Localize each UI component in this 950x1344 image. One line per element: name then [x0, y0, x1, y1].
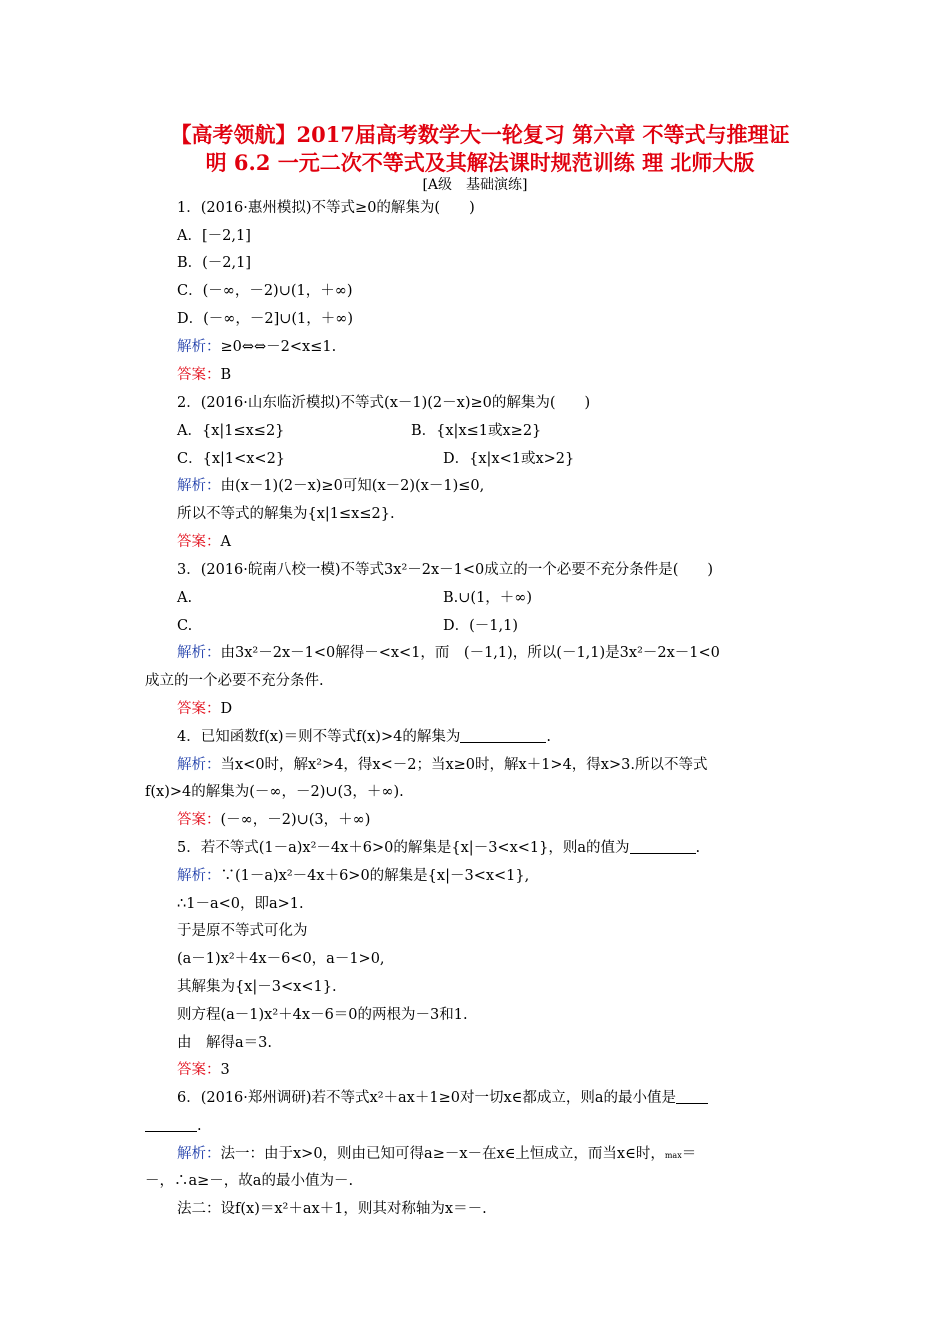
section-heading: [A级 基础演练]	[422, 177, 528, 193]
answer-label: 答案：	[177, 534, 221, 550]
q5-analysis	[177, 866, 529, 886]
q6-stem-line-2	[145, 1116, 202, 1136]
q1-analysis	[177, 337, 336, 357]
q5-stem-end: .	[695, 840, 701, 856]
q2-option-b: B．{x|x≤1或x≥2}	[411, 423, 542, 439]
q1-answer-text: B	[220, 367, 232, 383]
q2-option-a: A．{x|1≤x≤2}	[177, 423, 285, 439]
q6-analysis-text-1: 法一：由于x>0，则由已知可得a≥－x－在x∈上恒成立，而当x∈时，	[220, 1146, 665, 1162]
q3-option-b: B.∪(1，＋∞)	[443, 590, 533, 606]
analysis-label: 解析：	[177, 868, 221, 884]
q4-analysis	[177, 755, 707, 775]
q5-analysis-text-4: (a－1)x²＋4x－6<0，a－1>0,	[177, 951, 385, 967]
q1-option-c: C．(－∞，－2)∪(1，＋∞)	[177, 283, 353, 299]
q1-analysis-text: ≥0⇔⇔－2<x≤1.	[220, 339, 337, 355]
q5-analysis-text-3: 于是原不等式可化为	[177, 923, 308, 939]
q4-answer	[177, 810, 370, 830]
q4-stem-text: 4．已知函数f(x)＝则不等式f(x)>4的解集为	[177, 729, 461, 745]
q6-answer-blank-1	[676, 1089, 708, 1104]
analysis-label: 解析：	[177, 645, 221, 661]
q3-analysis-text-1: 由3x²－2x－1<0解得－<x<1，而 (－1,1)，所以(－1,1)是3x²－2x－1<0	[220, 645, 720, 661]
q4-analysis-text-1: 当x<0时，解x²>4，得x<－2；当x≥0时，解x＋1>4，得x>3.所以不等式	[220, 757, 708, 773]
q4-stem	[177, 727, 551, 747]
q3-stem: 3．(2016·皖南八校一模)不等式3x²－2x－1<0成立的一个必要不充分条件是( )	[177, 562, 714, 578]
q6-answer-blank-2	[145, 1117, 197, 1132]
answer-label: 答案：	[177, 812, 221, 828]
analysis-label: 解析：	[177, 757, 221, 773]
q1-option-b: B．(－2,1]	[177, 255, 252, 271]
q5-analysis-text-7: 由 解得a＝3.	[177, 1035, 272, 1051]
q6-analysis-max-subscript: max	[664, 1151, 682, 1160]
q3-option-a: A.	[177, 590, 193, 606]
q5-analysis-text-5: 其解集为{x|－3<x<1}.	[177, 979, 337, 995]
document-title-line-1: 【高考领航】2017届高考数学大一轮复习 第六章 不等式与推理证	[170, 122, 790, 147]
q5-answer-text: 3	[220, 1062, 230, 1078]
q2-option-d: D．{x|x<1或x>2}	[443, 451, 575, 467]
analysis-label: 解析：	[177, 339, 221, 355]
document-title-line-2: 明 6.2 一元二次不等式及其解法课时规范训练 理 北师大版	[205, 150, 755, 175]
q6-analysis	[177, 1144, 696, 1166]
q1-stem: 1．(2016·惠州模拟)不等式≥0的解集为( )	[177, 200, 475, 216]
q3-option-c: C.	[177, 618, 193, 634]
q2-analysis-text-2: 所以不等式的解集为{x|1≤x≤2}.	[177, 506, 395, 522]
q6-stem-text: 6．(2016·郑州调研)若不等式x²＋ax＋1≥0对一切x∈都成立，则a的最小值是	[177, 1090, 677, 1106]
q5-analysis-text-6: 则方程(a－1)x²＋4x－6＝0的两根为－3和1.	[177, 1007, 468, 1023]
q4-stem-end: .	[546, 729, 551, 745]
q4-analysis-text-2: f(x)>4的解集为(－∞，－2)∪(3，＋∞).	[145, 784, 404, 800]
q5-analysis-text-2: ∴1－a<0，即a>1.	[177, 896, 304, 912]
answer-label: 答案：	[177, 367, 221, 383]
q6-analysis-text-2: －，∴a≥－，故a的最小值为－.	[145, 1173, 354, 1189]
q4-answer-blank	[460, 728, 546, 743]
q5-answer	[177, 1060, 230, 1080]
q5-stem	[177, 838, 700, 858]
q2-analysis-text-1: 由(x－1)(2－x)≥0可知(x－2)(x－1)≤0,	[220, 478, 485, 494]
q4-answer-text: (－∞，－2)∪(3，＋∞)	[220, 812, 371, 828]
q3-answer-text: D	[220, 701, 233, 717]
q5-answer-blank	[630, 839, 696, 854]
analysis-label: 解析：	[177, 478, 221, 494]
q5-stem-text: 5．若不等式(1－a)x²－4x＋6>0的解集是{x|－3<x<1}，则a的值为	[177, 840, 630, 856]
q3-answer	[177, 699, 232, 719]
q2-stem: 2．(2016·山东临沂模拟)不等式(x－1)(2－x)≥0的解集为( )	[177, 395, 591, 411]
answer-label: 答案：	[177, 701, 221, 717]
q2-analysis	[177, 476, 484, 496]
q1-option-d: D．(－∞，－2]∪(1，＋∞)	[177, 311, 354, 327]
q6-analysis-text-3: 法二：设f(x)＝x²＋ax＋1，则其对称轴为x＝－.	[177, 1201, 487, 1217]
q6-stem	[177, 1088, 708, 1108]
q1-option-a: A．[－2,1]	[177, 228, 251, 244]
q6-analysis-text-1-end: ＝	[681, 1146, 697, 1162]
q2-option-c: C．{x|1<x<2}	[177, 451, 286, 467]
q1-answer	[177, 365, 231, 385]
q2-answer-text: A	[220, 534, 231, 550]
analysis-label: 解析：	[177, 1146, 221, 1162]
q2-answer	[177, 532, 231, 552]
q5-analysis-text-1: ∵(1－a)x²－4x＋6>0的解集是{x|－3<x<1},	[220, 868, 530, 884]
q3-analysis-text-2: 成立的一个必要不充分条件.	[145, 673, 324, 689]
q3-option-d: D．(－1,1)	[443, 618, 518, 634]
q6-stem-end: .	[197, 1118, 202, 1134]
q3-analysis	[177, 643, 720, 663]
answer-label: 答案：	[177, 1062, 221, 1078]
